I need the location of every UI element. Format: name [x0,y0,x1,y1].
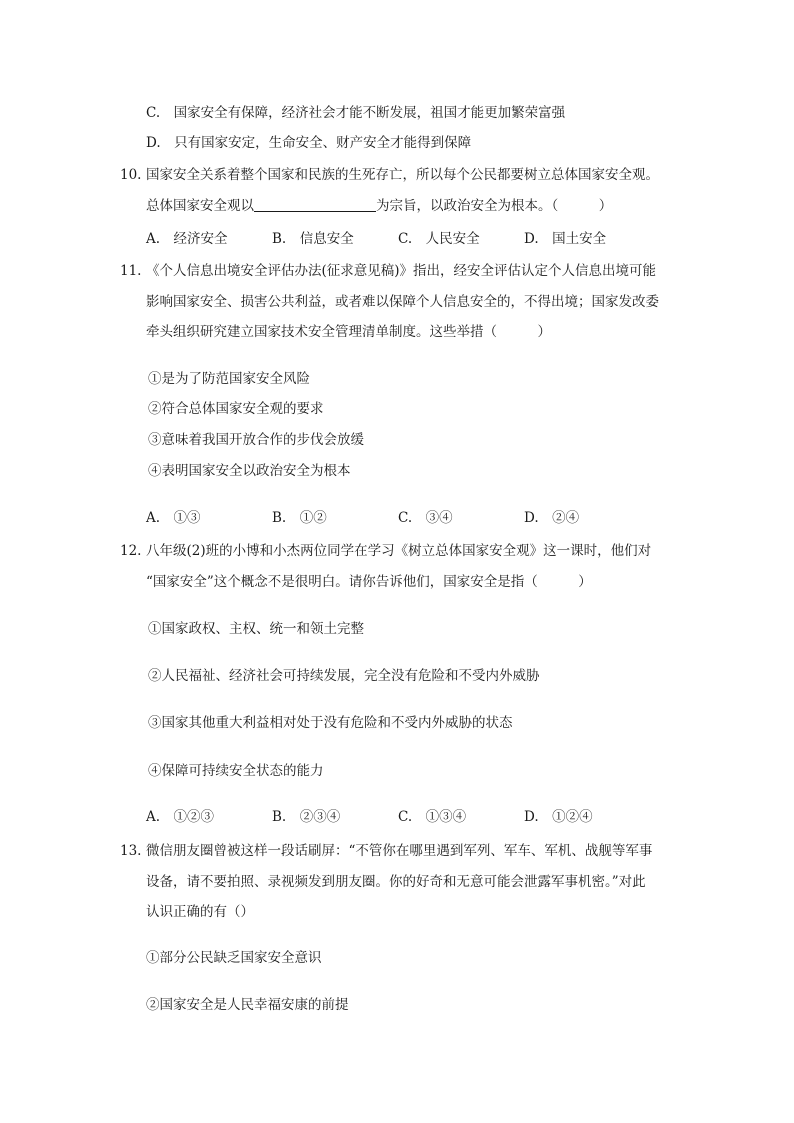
q11-option-c: C. ③④ [398,510,453,526]
q11-stem-line1: 《个人信息出境安全评估办法(征求意见稿)》指出，经安全评估认定个人信息出境可能 [146,263,657,279]
q12-option-c: C. ①③④ [398,809,467,825]
q13-stem-line3: 认识正确的有（） [146,904,254,920]
q10-stem-after-blank: 为宗旨，以政治安全为根本。（ ） [376,198,613,214]
q10-stem-before-blank: 总体国家安全观以 [146,198,254,214]
q10-number: 10. [120,167,142,183]
q10-option-b: B. 信息安全 [272,231,354,247]
q12-statement-3: ③国家其他重大利益相对处于没有危险和不受内外威胁的状态 [148,715,513,731]
q11-statement-1: ①是为了防范国家安全风险 [148,371,310,387]
q12-stem-line2: “国家安全”这个概念不是很明白。请你告诉他们，国家安全是指（ ） [146,574,592,590]
q13-number: 13. [120,843,142,859]
q11-stem-line3: 牵头组织研究建立国家技术安全管理清单制度。这些举措（ ） [146,324,551,340]
q10-option-a: A. 经济安全 [146,231,228,247]
q13-statement-1: ①部分公民缺乏国家安全意识 [146,950,322,966]
q11-option-a: A. ①③ [146,510,201,526]
q12-option-a: A. ①②③ [146,809,215,825]
q12-stem-line1: 八年级(2)班的小博和小杰两位同学在学习《树立总体国家安全观》这一课时，他们对 [146,543,652,559]
q11-options [146,509,626,527]
q11-statement-3: ③意味着我国开放合作的步伐会放缓 [148,432,364,448]
q13-stem-line2: 设备，请不要拍照、录视频发到朋友圈。你的好奇和无意可能会泄露军事机密。”对此 [146,874,646,890]
q13-statement-2: ②国家安全是人民幸福安康的前提 [146,997,349,1013]
q12-statement-1: ①国家政权、主权、统一和领土完整 [148,621,364,637]
q10-option-d: D. 国土安全 [524,231,607,247]
q11-statement-4: ④表明国家安全以政治安全为根本 [148,463,351,479]
q9-option-c: C. 国家安全有保障，经济社会才能不断发展，祖国才能更加繁荣富强 [146,105,566,121]
q13-stem-line1: 微信朋友圈曾被这样一段话刷屏：“不管你在哪里遇到军列、军车、军机、战舰等军事 [146,843,653,859]
q10-option-c: C. 人民安全 [398,231,480,247]
q12-options [146,808,626,826]
q11-option-b: B. ①② [272,510,327,526]
q12-statement-4: ④保障可持续安全状态的能力 [148,763,324,779]
q11-option-d: D. ②④ [524,510,580,526]
q12-option-d: D. ①②④ [524,809,593,825]
q12-option-b: B. ②③④ [272,809,341,825]
q12-number: 12. [120,543,142,559]
q11-number: 11. [120,263,142,279]
q11-stem-line2: 影响国家安全、损害公共利益，或者难以保障个人信息安全的，不得出境；国家发改委 [146,294,659,310]
q10-options [146,230,626,248]
q9-option-d: D. 只有国家安定，生命安全、财产安全才能得到保障 [146,135,472,151]
q10-stem-line2 [146,197,612,215]
q10-answer-blank [254,197,376,212]
q12-statement-2: ②人民福祉、经济社会可持续发展，完全没有危险和不受内外威胁 [148,668,540,684]
q10-stem-line1: 国家安全关系着整个国家和民族的生死存亡，所以每个公民都要树立总体国家安全观。 [146,167,659,183]
q11-statement-2: ②符合总体国家安全观的要求 [148,401,324,417]
